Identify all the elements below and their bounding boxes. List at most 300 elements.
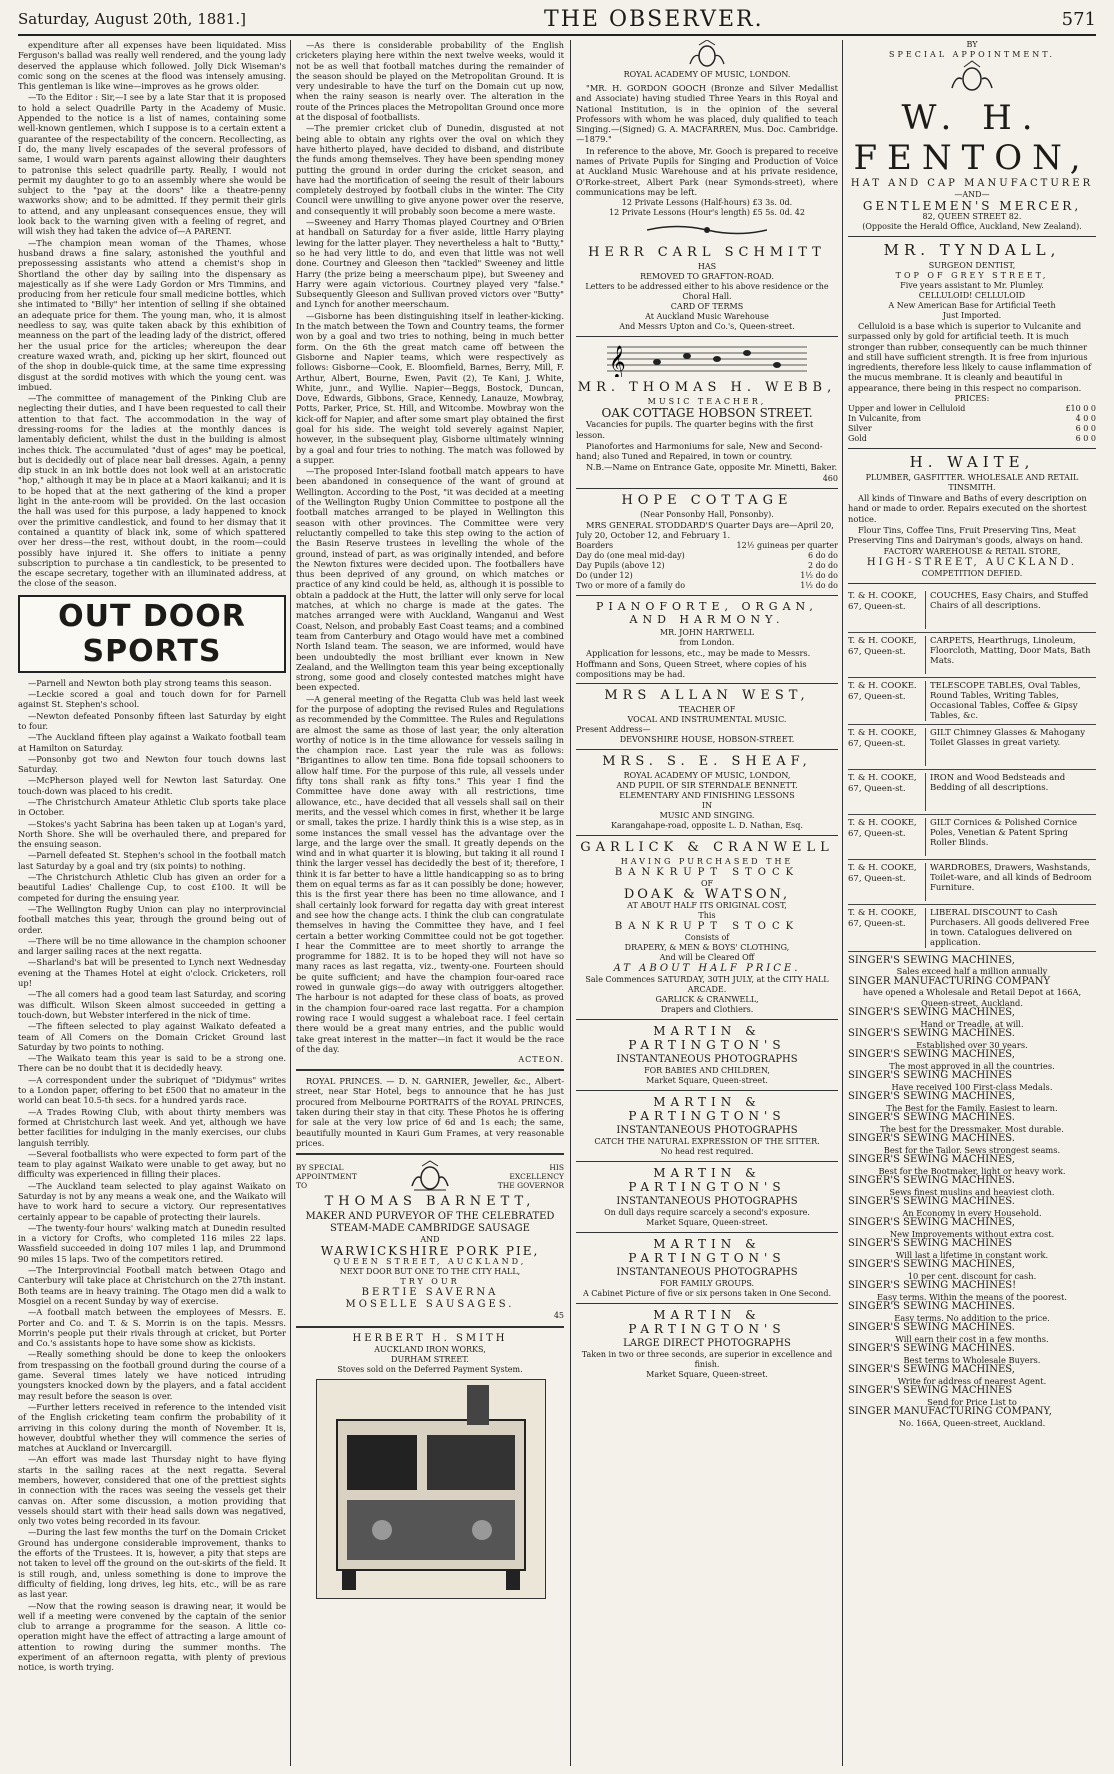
singer-heading: SINGER'S SEWING MACHINES, xyxy=(848,1217,1015,1229)
music-staff-icon xyxy=(607,341,807,377)
singer-subline: have opened a Wholesale and Retail Depot at 166A, Queen-street, Auckland. xyxy=(862,987,1082,1008)
ad-line: BANKRUPT STOCK xyxy=(614,921,800,933)
ad-line: CATCH THE NATURAL EXPRESSION OF THE SITTER. xyxy=(594,1137,820,1147)
sports-item: —Parnell and Newton both play strong teams this season. xyxy=(28,677,272,688)
ad-number: 460 xyxy=(822,473,838,483)
cooke-address: T. & H. COOKE. 67, Queen-st. xyxy=(848,681,926,721)
ad-line: NEXT DOOR BUT ONE TO THE CITY HALL, xyxy=(339,1267,521,1277)
cooke-description: CARPETS, Hearthrugs, Linoleum, Floorcloth, Matting, Door Mats, Bath Mats. xyxy=(930,635,1091,666)
ad-text: All kinds of Tinware and Baths of every description on hand or made to order. Repairs executed on the shortest notice. xyxy=(848,493,1087,524)
singer-heading: SINGER'S SEWING MACHINES, xyxy=(848,1259,1015,1271)
sports-item: —Now that the rowing season is drawing near, it would be well if a meeting were convened by the captain of the senior club to arrange a programme for the season. A little co-operation might have the effect of attracting a large amount of attention to rowing during the summer months. The experiment of an afternoon regatta, with plenty of previous notice, is worth trying. xyxy=(18,1600,286,1673)
ad-line: DEVONSHIRE HOUSE, HOBSON-STREET. xyxy=(619,735,795,745)
column-3 xyxy=(576,40,838,1766)
ad-line: A New American Base for Artificial Teeth xyxy=(888,301,1056,310)
ad-line: LARGE DIRECT PHOTOGRAPHS xyxy=(623,1338,791,1350)
ad-heading: MR. THOMAS H. WEBB, xyxy=(577,380,837,396)
singer-heading: SINGER'S SEWING MACHINES xyxy=(848,1070,1013,1082)
ad-text: Vacancies for pupils. The quarter begins with the first lesson. xyxy=(576,419,814,440)
cooke-row xyxy=(848,633,1096,678)
column-rule xyxy=(842,40,843,1766)
ad-line: REMOVED TO GRAFTON-ROAD. xyxy=(640,272,774,282)
divider xyxy=(848,583,1096,584)
rate-label: Two or more of a family do xyxy=(576,581,686,591)
martin-partington-ads xyxy=(576,1019,838,1380)
ad-line: MUSIC TEACHER, xyxy=(647,397,767,407)
singer-heading: SINGER'S SEWING MACHINES. xyxy=(848,1301,1015,1313)
ad-line: Sale Commences SATURDAY, 30TH JULY, at the CITY HALL ARCADE. xyxy=(585,975,829,995)
singer-heading: SINGER'S SEWING MACHINES. xyxy=(848,1175,1015,1187)
column-4 xyxy=(848,40,1096,1766)
ad-line: CARD OF TERMS xyxy=(670,302,744,312)
ad-line: AUCKLAND IRON WORKS, xyxy=(374,1345,486,1355)
cooke-row xyxy=(848,588,1096,633)
cooke-address: T. & H. COOKE, 67, Queen-st. xyxy=(848,818,926,856)
sports-item: —The Christchurch Amateur Athletic Club sports take place in October. xyxy=(18,797,286,818)
ad-heading: MR. TYNDALL, xyxy=(883,241,1061,259)
singer-heading: SINGER'S SEWING MACHINES. xyxy=(848,1343,1015,1355)
paragraph: —Gisborne has been distinguishing itself in leather-kicking. In the match between the Town and Country teams, the former won by a goal and two tries to nothing, being in much better form. On the 6th the great match came off between the Gisborne and Napier teams, which were respectively as follows: Gisborne—Cook, E. Bloomfield, Barnes, Berry, Mill, F. Arthur, Albert, Bourne, Ewen, Pavit (2), Te Kani, J. White, White, junr., and Wyllie. Napier—Beggs, Bostock, Duncan, Dove, Edwards, Gibbons, Grace, Kennedy, Lanauze, Mowbray, Potts, Parker, Price, St. Hill, and Witcombe. Mowbray won the kick-off for Napier, and after some smart play obtained the first goal for his side. The weight told severely against Napier, however, in the subsequent play, Gisborne ultimately winning by a goal and four tries to nothing. The match was followed by a supper. xyxy=(296,310,564,465)
svg-text:𝄞: 𝄞 xyxy=(609,345,626,378)
divider xyxy=(576,1161,838,1162)
cooke-row xyxy=(848,725,1096,770)
ad-line: IN xyxy=(701,801,713,811)
ad-line: Letters to be addressed either to his above residence or the Choral Hall. xyxy=(585,282,829,302)
singer-subline: Have received 100 First-class Medals. xyxy=(891,1081,1053,1092)
singer-subline: Hand or Treadle, at will. xyxy=(920,1018,1024,1029)
ad-line: MAKER AND PURVEYOR OF THE CELEBRATED xyxy=(305,1211,555,1223)
paragraph: —The champion mean woman of the Thames, whose husband draws a fine salary, astonished the youthful and prepossessing assistants who attend a chemist's shop in Shortland the other day by sailing into the dispensary as majestically as if she were Lady Gordon or Mrs Timmins, and producing from her reticule four small medicine bottles, which she intimated to "Billy" her intention of selling if she obtained an adequate price for them. The young man, who, it is almost needless to say, was quite taken aback by this exhibition of meanness on the part of the leading lady of the district, offered her the usual price for the articles; whereupon the dear creature waxed wrath, and, picking up her skirt, flounced out of the shop in double-quick time, at the same time expressing disgust at the sordid motives with which the young cent. was imbued. xyxy=(18,237,286,392)
singer-heading: SINGER'S SEWING MACHINES, xyxy=(848,1091,1015,1103)
ad-line: Drapers and Clothiers. xyxy=(660,1005,754,1015)
ad-line: TEACHER OF xyxy=(678,705,736,715)
sports-item: —Sharland's bat will be presented to Lynch next Wednesday evening at the Thames Hotel at eight o'clock. Cricketers, roll up! xyxy=(18,957,286,989)
paragraph: —As there is considerable probability of the English cricketers playing here within the next twelve weeks, would it not be as well that football matches during the remainder of the season should be played on the Metropolitan Ground. It is very undesirable to have the turf on the Domain cut up now, when the rainy season is nearly over. The alteration in the route of the Princes places the Metropolitan Ground once more at the disposal of footballists. xyxy=(296,40,564,123)
royal-crest-icon xyxy=(947,60,997,94)
ad-line: GARLICK & CRANWELL, xyxy=(655,995,759,1005)
singer-heading: SINGER'S SEWING MACHINES! xyxy=(848,1280,1017,1292)
rate-label: Do (under 12) xyxy=(576,571,633,581)
rate-label: Boarders xyxy=(576,541,614,551)
martin-ad xyxy=(576,1303,838,1380)
singer-subline: The Best for the Family. Easiest to learn. xyxy=(886,1102,1058,1113)
ad-line: AT ABOUT HALF ITS ORIGINAL COST, xyxy=(627,901,787,911)
ad-line: Five years assistant to Mr. Plumley. xyxy=(900,281,1044,290)
paragraph: —To the Editor : Sir,—I see by a late Star that it is proposed to hold a select Quadrille Party in the Academy of Music. Appended to the notice is a list of names, containing some well-known gentlemen, which I suppose is to a certain extent a guarantee of the respectability of the concern. Recollecting, as I do, the many lively escapades of the several professors of same, I would warn parents against allowing their daughters to patronise this select quadrille party. Really, I would not permit my daughter to go to an assembly where she would be subject to the "pay at the doors" like a theatre-penny waxworks show; and to be admitted. If they permit their girls to attend, and any unpleasant consequences ensue, they will look back to the warning given with a feeling of regret, and will wish they had taken the advice of—A PARENT. xyxy=(18,92,286,237)
price-label: Silver xyxy=(848,424,872,434)
divider xyxy=(576,1303,838,1304)
sports-item: —The Auckland fifteen play against a Waikato football team at Hamilton on Saturday. xyxy=(18,732,286,753)
paragraph: —The proposed Inter-Island football match appears to have been abandoned in consequence of the want of ground at Wellington. According to the Post, "it was decided at a meeting of the Wellington Rugby Union Committee to postpone all the football matches arranged to be played in Wellington this season with other provinces. The Committee were very reluctantly compelled to take this step owing to the action of the Basin Reserve trustees in levelling the whole of the ground, instead of part, as was originally intended, and before the Newton fixtures were decided upon. The footballers have thus been deprived of any ground, on which matches or practice of any kind could be held, as, although it is possible to obtain a paddock at the Hutt, the latter will only serve for local matches, at which no charge is made at the gates. The matches arranged were with Auckland, Wanganui and West Coast, Nelson, and probably East Coast teams; and a combined team from Canterbury and Otago would have met a combined North Island team. The season, we are informed, would have been undoubtedly the most brilliant ever known in New Zealand, and the Wellington team this year being exceptionally strong, some good and closely contested matches might have been expected. xyxy=(296,466,564,693)
cooke-ads xyxy=(848,588,1096,952)
price-row xyxy=(848,404,1096,414)
cooke-address: T. & H. COOKE, 67, Queen-st. xyxy=(848,728,926,766)
divider xyxy=(848,236,1096,237)
cooke-address: T. & H. COOKE, 67, Queen-st. xyxy=(848,591,926,629)
appointment-row xyxy=(848,50,1096,60)
ad-line: Just Imported. xyxy=(942,311,1002,320)
ornament xyxy=(576,222,838,241)
singer-subline: Will last a lifetime in constant work. xyxy=(895,1249,1049,1260)
sports-item: —The Auckland team selected to play against Waikato on Saturday is not by any means a weak one, and the Waikato will have to work hard to secure a victory. Our representatives certainly appear to be capable of protecting their laurels. xyxy=(18,1180,286,1222)
sports-item: —The Interprovincial Football match between Otago and Canterbury will take place at Christchurch on the 27th instant. Both teams are in heavy training. The Otago men did a walk to Mosgiel on a recent Sunday by way of exercise. xyxy=(18,1265,286,1306)
out-door-sports-banner xyxy=(18,595,286,673)
ad-text: Celluloid is a base which is superior to Vulcanite and surpassed only by gold for artificial teeth. It is much stronger than rubber, consequently can be much thinner and still have sufficient strength. It is free from injurious ingredients, therefore less likely to cause inflammation of the mucus membrane. It is cleanly and beautiful in appearance, there being in this respect no comparison. xyxy=(848,321,1092,393)
divider xyxy=(296,1069,564,1071)
singer-subline: New Improvements without extra cost. xyxy=(889,1228,1055,1239)
price-value: 6 0 0 xyxy=(1075,434,1096,444)
ad-line: STEAM-MADE CAMBRIDGE SAUSAGE xyxy=(330,1223,530,1235)
masthead xyxy=(18,4,1096,36)
ad-line: Consists of xyxy=(684,933,730,943)
rate-row xyxy=(576,581,838,591)
rate-row xyxy=(576,551,838,561)
martin-ad xyxy=(576,1161,838,1228)
barnett-ad xyxy=(296,1160,564,1321)
stove-illustration-icon xyxy=(316,1379,546,1599)
cooke-description: LIBERAL DISCOUNT to Cash Purchasers. All goods delivered Free in town. Catalogues delivered on application. xyxy=(930,907,1090,948)
singer-ads xyxy=(848,956,1096,1429)
cooke-row xyxy=(848,905,1096,952)
cooke-address: T. & H. COOKE, 67, Queen-st. xyxy=(848,863,926,901)
ad-line: Stoves sold on the Deferred Payment System. xyxy=(337,1365,523,1375)
prices-table xyxy=(848,404,1096,444)
sports-item: —Leckie scored a goal and touch down for for Parnell against St. Stephen's school. xyxy=(18,689,286,710)
cooke-row xyxy=(848,770,1096,815)
sports-item: —The twenty-four hours' walking match at Dunedin resulted in a victory for Crofts, who completed 116 miles 22 laps. Wassfield succeeded in doing 107 miles 1 lap, and Drummond 90 miles 15 laps. Two of the competitors retired. xyxy=(18,1222,286,1264)
rate-line: 12 Private Lessons (Hour's length) £5 5s. 0d. 42 xyxy=(609,208,805,218)
his-excellency: HIS EXCELLENCY THE GOVERNOR xyxy=(497,1162,564,1190)
singer-subline: Established over 30 years. xyxy=(916,1039,1028,1050)
ad-line: DRAPERY, & MEN & BOYS' CLOTHING, xyxy=(624,943,790,953)
smith-ad xyxy=(296,1333,564,1607)
ad-text: ROYAL PRINCES. — D. N. GARNIER, Jeweller, &c., Albert-street, near Star Hotel, begs to announce that he has just procured from Melbourne PORTRAITS of the ROYAL PRINCES, taken during their stay in that city. These Photos he is offering for sale at the very low price of 6d and 1s each; the same, beautifully mounted in Kauri Gum Frames, at very reasonable prices. xyxy=(296,1076,564,1148)
price-row xyxy=(848,434,1096,444)
sports-item: —A football match between the employees of Messrs. E. Porter and Co. and T. & S. Morrin is on the tapis. Messrs. Morrin's people put their rivals through at cricket, but Porter and Co.'s assistants hope to have some show as kickists. xyxy=(18,1307,286,1349)
sports-items xyxy=(18,678,286,1673)
sports-item: —An effort was made last Thursday night to have flying starts in the sailing races at the next regatta. Several members, however, considered that one of the prettiest sights in connection with the races was seeing the vessels get their canvas on. After some discussion, a motion providing that vessels should start with their head sails down was negatived, only two votes being recorded in its favour. xyxy=(18,1454,286,1527)
ad-heading: MARTIN & PARTINGTON'S xyxy=(628,1095,786,1124)
singer-subline: Easy terms. No addition to the price. xyxy=(894,1312,1050,1323)
singer-heading: SINGER'S SEWING MACHINES xyxy=(848,1238,1013,1250)
ad-line: (Opposite the Herald Office, Auckland, New Zealand). xyxy=(862,222,1082,231)
ad-line: And will be Cleared Off xyxy=(659,953,755,963)
sports-item: —The Christchurch Athletic Club has given an order for a beautiful Ladies' Challenge Cup, to cost £100. It will be competed for during the ensuing year. xyxy=(18,872,286,903)
singer-heading: SINGER'S SEWING MACHINES, xyxy=(848,1154,1015,1166)
rate-row xyxy=(576,541,838,551)
ad-line: A Cabinet Picture of five or six persons taken in One Second. xyxy=(582,1289,831,1299)
ad-line: INSTANTANEOUS PHOTOGRAPHS xyxy=(616,1267,798,1279)
rate-label: Day do (one meal mid-day) xyxy=(576,551,685,561)
price-label: Gold xyxy=(848,434,867,444)
ad-line: On dull days require scarcely a second's exposure. xyxy=(604,1208,810,1218)
cooke-address: T. & H. COOKE, 67, Queen-st. xyxy=(848,908,926,948)
page-number: 571 xyxy=(1061,8,1096,30)
cooke-row xyxy=(848,860,1096,905)
price-row xyxy=(848,424,1096,434)
ad-heading: GARLICK & CRANWELL xyxy=(580,840,834,856)
singer-subline: Best for the Bootmaker, light or heavy work. xyxy=(878,1165,1066,1176)
divider xyxy=(576,488,838,489)
paragraph: —A general meeting of the Regatta Club was held last week for the purpose of adopting the revised Rules and Regulations as recommended by the Committee. The Rules and Regulations are almost the same as those of last year, the only alteration worthy of notice is in the time allowance for vessels sailing in the champion race. Last year the rule was as follows: "Brigantines to allow ten time. Bona fide topsail schooners to allow half time. For the purpose of this rule, all vessels under fifty tons shall rank as fifty tons." This year I find the Committee have done away with all restrictions, time allowance, etc., have decided that all vessels shall sail on their merits, and the vessel which comes in first, whether it be large or small, takes the prize. I hardly think this is a wise step, as in some instances the small vessel has the advantage over the large, and the large over the small. It greatly depends on the wind and in what quarter it is blowing, but taking it all round I think the larger vessel has decidedly the best of it; therefore, I think it is far better to have a little handicapping so as to bring them on equal terms as far as it can possibly be done; however, this is the first year there has been no time allowance, and I shall certainly look forward for regatta day with great interest and see how the change acts. I think the club can congratulate themselves in having the Committee they have, and I feel certain a better working Committee could not be got together. I hear the Committee are to meet shortly to arrange the programme for 1882. It is to be hoped they will not have so many races as last regatta, viz., twenty-one. Fourteen should be quite sufficient; and have the champion four-oared race rowed in gunwale gigs—do away with outriggers altogether. The harbour is not adapted for these class of boats, as proved in the champion four-oared race last regatta. For a champion rowing race I would suggest a whaleboat race. I feel certain there would be a great many entries, and the public would take great interest in the matter—in fact it would be the race of the day. xyxy=(296,693,564,1054)
divider xyxy=(576,749,838,750)
ad-heading: MRS ALLAN WEST, xyxy=(604,688,810,704)
ad-line: DURHAM STREET. xyxy=(391,1355,469,1365)
ad-line: GENTLEMEN'S MERCER, xyxy=(862,199,1082,213)
ad-line: PRICES: xyxy=(954,394,990,404)
ad-text: Application for lessons, etc., may be made to Messrs. Hoffmann and Sons, Queen Street, where copies of his compositions may be had. xyxy=(576,648,811,679)
ad-line: INSTANTANEOUS PHOTOGRAPHS xyxy=(616,1125,798,1137)
ad-line: FACTORY WAREHOUSE & RETAIL STORE, xyxy=(883,546,1061,556)
rate-label: Day Pupils (above 12) xyxy=(576,561,665,571)
ad-line: MUSIC AND SINGING. xyxy=(659,811,755,821)
ad-text: "MR. H. GORDON GOOCH (Bronze and Silver Medallist and Associate) having studied Three Years in this Royal and National Institution, is in the opinion of the several Professors with whom he was placed, duly qualified to teach Singing.—(Signed) G. A. MACFARREN, Mus. Doc. Cambridge.—1879." xyxy=(576,83,838,145)
ad-line: CELLULOID! CELLULOID xyxy=(918,291,1026,300)
paragraph: —The committee of management of the Pinking Club are neglecting their duties, and I have been requested to call their attention to that fact. The accommodation in the way of dressing-rooms for the ladies at the monthly dances is lamentably deficient, whilst the dust in the building is almost inches thick. The accumulated "dust of ages" may be poetical, but is decidedly out of place near ball dresses. Again, a penny dip stuck in an ink bottle does not look well at an aristocratic "hop," although it may be in place at a Maori kaikanui; and it is to be hoped that at the next gathering of the kind a proper light in the ante-room will be provided. On the last occasion the hall was used for this purpose, a lady happened to knock over the primitive candlestick, and found to her dismay that it contained a quantity of black ink, some of which spattered over her dress—the rest, without doubt, in the room—could possibly have injured it. She offers to initiate a penny subscription to purchase a tin candlestick, to be presented to the escape secretary, together with an illuminated address, at the close of the season. xyxy=(18,393,286,589)
waite-ad xyxy=(848,453,1096,578)
cooke-address: T. & H. COOKE, 67, Queen-st. xyxy=(848,773,926,811)
rate-value: 12½ guineas per quarter xyxy=(736,541,838,551)
sports-item: —McPherson played well for Newton last Saturday. One touch-down was placed to his credit. xyxy=(18,775,286,796)
royal-crest-icon xyxy=(408,1160,452,1192)
divider xyxy=(576,1232,838,1233)
singer-heading: SINGER'S SEWING MACHINES. xyxy=(848,1322,1015,1334)
ad-line: And Messrs Upton and Co.'s, Queen-street. xyxy=(619,322,795,332)
ad-heading: HERR CARL SCHMITT xyxy=(588,245,826,261)
ad-text: MRS GENERAL STODDARD'S Quarter Days are—April 20, July 20, October 12, and February 1. xyxy=(576,519,834,541)
ad-heading: W. H. FENTON, xyxy=(853,98,1091,178)
ad-line: QUEEN STREET, AUCKLAND, xyxy=(333,1257,527,1267)
singer-heading: SINGER'S SEWING MACHINES xyxy=(848,1385,1013,1397)
ad-line: AND PUPIL OF SIR STERNDALE BENNETT. xyxy=(616,781,798,791)
ad-line: FOR BABIES AND CHILDREN, xyxy=(644,1066,770,1076)
ad-number: 45 xyxy=(553,1311,564,1321)
singer-heading: SINGER'S SEWING MACHINES, xyxy=(848,1049,1015,1061)
ad-line: HAS xyxy=(697,262,717,272)
ad-text: N.B.—Name on Entrance Gate, opposite Mr. Minetti, Baker. xyxy=(586,462,838,473)
sports-item: —Parnell defeated St. Stephen's school in the football match last Saturday by a goal and try (six points) to nothing. xyxy=(18,850,286,871)
sheaf-ad xyxy=(576,754,838,831)
divider xyxy=(576,835,838,836)
ad-line: AT ABOUT HALF PRICE. xyxy=(613,963,801,975)
academy-line: ROYAL ACADEMY OF MUSIC, LONDON. xyxy=(623,70,791,79)
ad-line: ELEMENTARY AND FINISHING LESSONS xyxy=(619,791,795,801)
singer-subline: An Economy in every Household. xyxy=(902,1207,1042,1218)
gooch-ad xyxy=(576,40,838,218)
price-value: £10 0 0 xyxy=(1065,404,1096,414)
singer-subline: Sales exceed half a million annually xyxy=(896,966,1048,977)
ad-line: FOR FAMILY GROUPS. xyxy=(659,1279,755,1289)
sports-item: —The Wellington Rugby Union can play no interprovincial football matches this year, through the ground being out of order. xyxy=(18,903,286,935)
rate-value: 2 do do xyxy=(807,561,838,571)
ad-line: Present Address— xyxy=(576,725,651,735)
ad-line: HAVING PURCHASED THE xyxy=(620,857,794,867)
appointment-row xyxy=(296,1160,564,1192)
rate-value: 6 do do xyxy=(807,551,838,561)
ad-line: At Auckland Music Warehouse xyxy=(645,312,769,322)
ad-text: In reference to the above, Mr. Gooch is prepared to receive names of Private Pupils for Singing and Production of Voice at Auckland Music Warehouse and at his private residence, O'Rorke-street, Albert Park (near Symonds-street), where communications may be left. xyxy=(576,145,838,197)
ad-line: HAT AND CAP MANUFACTURER xyxy=(850,178,1094,189)
column-2 xyxy=(296,40,564,1766)
ad-line: OF xyxy=(700,879,714,889)
ad-line: VOCAL AND INSTRUMENTAL MUSIC. xyxy=(627,715,787,725)
price-value: 6 0 0 xyxy=(1075,424,1096,434)
ad-line: ROYAL ACADEMY OF MUSIC, LONDON, xyxy=(623,771,791,781)
rate-row xyxy=(576,561,838,571)
royal-crest-icon xyxy=(687,40,727,70)
ad-line: MR. JOHN HARTWELL xyxy=(659,628,755,638)
ad-line: BERTIE SAVERNA xyxy=(361,1287,499,1299)
divider xyxy=(296,1153,564,1155)
ad-line: —AND— xyxy=(954,190,990,199)
ad-line: No head rest required. xyxy=(660,1147,754,1157)
singer-subline: Best terms to Wholesale Buyers. xyxy=(903,1354,1041,1365)
divider xyxy=(576,1090,838,1091)
singer-heading: SINGER'S SEWING MACHINES, xyxy=(848,1364,1015,1376)
ornament-icon xyxy=(647,223,767,237)
ad-line: 82, QUEEN STREET 82. xyxy=(922,212,1022,221)
divider xyxy=(296,1326,564,1328)
ad-line: Karangahape-road, opposite L. D. Nathan, Esq. xyxy=(611,821,803,831)
singer-heading: SINGER'S SEWING MACHINES. xyxy=(848,1196,1015,1208)
paragraph: —Sweeney and Harry Thomas played Courtney and O'Brien at handball on Saturday for a fiver aside, little Harry playing lewing for the latter player. They nevertheless a halt to "Butty," so he had very little to do, and even that little was not well done. Courtney and Gleeson then "tackled" Sweeney and little Harry (the prize being a meerschaum pipe), but Sweeney and Harry were again victorious. Courtney played very "false." Subsequently Gleeson and Sullivan proved victors over "Butty" and Lynch for another meerschaum. xyxy=(296,217,564,310)
cooke-address: T. & H. COOKE, 67, Queen-st. xyxy=(848,636,926,674)
column-1 xyxy=(18,40,286,1766)
sports-item: —Several footballists who were expected to form part of the team to play against Waikato were unable to get away, but no difficulty was experienced in filling their places. xyxy=(18,1148,286,1180)
price-value: 4 0 0 xyxy=(1075,414,1096,424)
cooke-description: COUCHES, Easy Chairs, and Stuffed Chairs of all descriptions. xyxy=(930,590,1089,611)
sports-item: —The fifteen selected to play against Waikato defeated a team of All Comers on the Domain Cricket Ground last Saturday by two points to nothing. xyxy=(18,1021,286,1052)
divider xyxy=(576,683,838,684)
rate-value: 1½ do do xyxy=(800,581,838,591)
cooke-description: TELESCOPE TABLES, Oval Tables, Round Tables, Writing Tables, Occasional Tables, Coffee & Gipsy Tables, &c. xyxy=(930,680,1081,721)
ad-heading: MRS. S. E. SHEAF, xyxy=(602,754,812,770)
ad-line: DOAK & WATSON, xyxy=(623,887,791,903)
martin-ad xyxy=(576,1019,838,1086)
singer-heading: SINGER MANUFACTURING COMPANY xyxy=(848,975,1051,987)
ad-heading: PIANOFORTE, ORGAN, AND HARMONY. xyxy=(596,600,818,627)
ad-line: (Near Ponsonby Hall, Ponsonby). xyxy=(640,509,774,519)
sports-item: —Ponsonby got two and Newton four touch downs last Saturday. xyxy=(18,753,286,775)
hope-cottage-ad xyxy=(576,493,838,592)
ad-line: Taken in two or three seconds, are superior in excellence and finish. xyxy=(581,1350,833,1370)
ad-line: Market Square, Queen-street. xyxy=(646,1218,768,1228)
singer-subline: Write for address of nearest Agent. xyxy=(897,1375,1047,1386)
ad-line: TOP OF GREY STREET, xyxy=(895,271,1049,280)
paragraph: —The premier cricket club of Dunedin, disgusted at not being able to obtain any rights over the oval on which they have hitherto played, have decided to disband, and distribute the funds among themselves. They have been spending money putting the ground in order during the cricket season, and have had the mortification of seeing the result of their labours completely destroyed by football clubs in the winter. The City Council were unwilling to give anyone power over the reserve, and consequently it will probably soon become a mere waste. xyxy=(296,123,564,216)
tyndall-ad xyxy=(848,241,1096,444)
singer-subline: The best for the Dressmaker. Most durable. xyxy=(880,1123,1064,1134)
ad-line: SURGEON DENTIST, xyxy=(928,261,1016,270)
ad-line: This xyxy=(698,911,716,921)
barnett-name: THOMAS BARNETT, xyxy=(324,1194,536,1210)
ad-line: Market Square, Queen-street. xyxy=(646,1076,768,1086)
column-2-paragraphs xyxy=(296,40,564,1054)
ad-line: WARWICKSHIRE PORK PIE, xyxy=(320,1244,540,1259)
west-ad xyxy=(576,688,838,745)
royal-princes-ad xyxy=(296,1076,564,1148)
ad-line: PLUMBER, GASFITTER. WHOLESALE AND RETAIL TINSMITH. xyxy=(865,473,1079,493)
sports-item: —Really something should be done to keep the onlookers from trespassing on the football ground during the course of a game. Several times lately we have noticed intruding youngsters knocked down by the players, and a fatal accident may result before the season is over. xyxy=(18,1349,286,1401)
webb-ad xyxy=(576,380,838,483)
price-label: Upper and lower in Celluloid xyxy=(848,404,966,414)
hartwell-ad xyxy=(576,600,838,679)
section-title: OUT DOOR SPORTS xyxy=(18,595,286,673)
ad-line: BANKRUPT STOCK xyxy=(614,867,800,879)
ad-line: from London. xyxy=(679,638,735,648)
singer-heading: SINGER'S SEWING MACHINES. xyxy=(848,1133,1015,1145)
ad-heading: MARTIN & PARTINGTON'S xyxy=(628,1308,786,1337)
ad-heading: H. WAITE, xyxy=(909,453,1035,472)
ad-line: OAK COTTAGE HOBSON STREET. xyxy=(601,406,813,421)
rate-row xyxy=(576,571,838,581)
ad-heading: HERBERT H. SMITH xyxy=(352,1333,508,1345)
divider xyxy=(576,595,838,596)
fenton-ad xyxy=(848,40,1096,232)
singer-subline: Easy terms. Within the means of the poorest. xyxy=(876,1291,1068,1302)
column-rule xyxy=(290,40,291,1766)
ad-text: Flour Tins, Coffee Tins, Fruit Preserving Tins, Meat Preserving Tins and Dairyman's goods, always on hand. xyxy=(848,524,1084,546)
singer-subline: Best for the Tailor. Sews strongest seams. xyxy=(883,1144,1061,1155)
sports-item: —A Trades Rowing Club, with about thirty members was formed at Christchurch last week. And yet, although we have better facilities for indulging in the manly exercises, our clubs languish terribly. xyxy=(18,1106,286,1148)
martin-ad xyxy=(576,1090,838,1157)
singer-subline: Will earn their cost in a few months. xyxy=(895,1333,1049,1344)
rates-table xyxy=(576,541,838,591)
paragraph: expenditure after all expenses have been liquidated. Miss Ferguson's ballad was really well rendered, and the young lady deserved the applause which followed. Jolly Dick Wiseman's comic song on the scenes at the flood was intensely amusing. This gentleman is like wine—improves as he grows older. xyxy=(18,40,286,92)
cooke-description: IRON and Wood Bedsteads and Bedding of all descriptions. xyxy=(930,772,1066,793)
cooke-description: GILT Cornices & Polished Cornice Poles, Venetian & Patent Spring Roller Blinds. xyxy=(930,817,1078,848)
sports-item: —There will be no time allowance in the champion schooner and larger sailing races at the next regatta. xyxy=(18,935,286,957)
cooke-row xyxy=(848,678,1096,725)
masthead-title: THE OBSERVER. xyxy=(544,6,764,32)
singer-heading: SINGER'S SEWING MACHINES. xyxy=(848,1028,1015,1040)
singer-heading: SINGER'S SEWING MACHINES, xyxy=(848,1007,1015,1019)
sports-item: —A correspondent under the subriquet of "Didymus" writes to a London paper, offering to bet £500 that no amateur in the world can beat 10.5-th secs. for a hundred yards race. xyxy=(18,1074,286,1106)
ad-line: AND xyxy=(420,1235,440,1245)
singer-subline: No. 166A, Queen-street, Auckland. xyxy=(898,1417,1046,1428)
singer-subline: 10 per cent. discount for cash. xyxy=(907,1270,1037,1281)
ad-line: TRY OUR xyxy=(400,1277,460,1287)
singer-subline: The most approved in all the countries. xyxy=(889,1060,1055,1071)
ad-line: BY xyxy=(966,40,978,49)
singer-heading: SINGER'S SEWING MACHINES. xyxy=(848,1112,1015,1124)
ad-line: Market Square, Queen-street. xyxy=(646,1370,768,1380)
price-label: In Vulcanite, from xyxy=(848,414,922,424)
ad-heading: MARTIN & PARTINGTON'S xyxy=(628,1166,786,1195)
martin-ad xyxy=(576,1232,838,1299)
cooke-description: WARDROBES, Drawers, Washstands, Toilet-ware, and all kinds of Bedroom Furniture. xyxy=(930,862,1092,893)
ad-line: SPECIAL APPOINTMENT. xyxy=(889,50,1055,59)
by-special: BY SPECIAL APPOINTMENT TO xyxy=(296,1162,357,1190)
ad-heading: HOPE COTTAGE xyxy=(621,492,793,508)
signature: ACTEON. xyxy=(518,1055,564,1065)
rate-line: 12 Private Lessons (Half-hours) £3 3s. 0d. xyxy=(621,198,793,208)
ad-line: MOSELLE SAUSAGES. xyxy=(345,1299,515,1311)
rate-value: 1½ do do xyxy=(800,571,838,581)
column-rule xyxy=(570,40,571,1766)
cooke-description: GILT Chimney Glasses & Mahogany Toilet Glasses in great variety. xyxy=(930,727,1086,748)
intro-paragraphs xyxy=(18,40,286,589)
sports-item: —Stokes's yacht Sabrina has been taken up at Logan's yard, North Shore. She will be overhauled there, and prepared for the ensuing season. xyxy=(18,818,286,850)
singer-heading: SINGER MANUFACTURING COMPANY, xyxy=(848,1406,1052,1418)
cooke-row xyxy=(848,815,1096,860)
divider xyxy=(848,448,1096,449)
divider xyxy=(576,336,838,337)
ad-line: COMPETITION DEFIED. xyxy=(921,568,1023,578)
sports-item: —Newton defeated Ponsonby fifteen last Saturday by eight to four. xyxy=(18,710,286,731)
masthead-date: Saturday, August 20th, 1881.] xyxy=(18,10,246,28)
sports-item: —The Waikato team this year is said to be a strong one. There can be no doubt that it is decidedly heavy. xyxy=(18,1053,286,1074)
